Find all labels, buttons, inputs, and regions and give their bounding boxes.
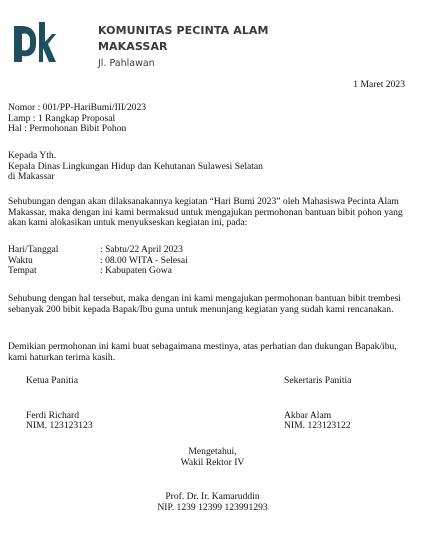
approval-block: [0, 447, 425, 468]
detail-value: : Kabupaten Gowa: [100, 265, 172, 277]
detail-label: Tempat: [8, 265, 37, 277]
detail-value: : 08.00 WITA - Selesai: [100, 254, 188, 266]
letter-number: Nomor : 001/PP-HariBumi/III/2023: [8, 102, 147, 113]
approver-name: Prof. Dr. Ir. Kamaruddin: [165, 491, 260, 502]
organization-header: [98, 23, 269, 72]
detail-label: Hari/Tanggal: [8, 244, 59, 255]
signature-title: Sekertaris Panitia: [284, 375, 352, 386]
org-address: Jl. Pahlawan: [98, 58, 155, 69]
letter-date: 1 Maret 2023: [353, 79, 405, 90]
signature-secretary: [284, 376, 351, 432]
recipient-greeting: Kepada Yth.: [8, 150, 57, 161]
detail-row-date: [8, 245, 188, 256]
signature-id: NIM. 123123123: [26, 420, 93, 432]
letter-meta: [8, 103, 146, 135]
approval-label: Mengetahui,: [188, 446, 237, 457]
signature-title: Ketua Panitia: [26, 375, 78, 386]
body-paragraph-2: Sehubung dengan hal tersebut, maka dengan ini kami mengajukan permohonan bantuan bibit trembesi sebanyak 200 bibit kepada Bapak/Ibu guna untuk menunjang kegiatan yang sudah kami rencanakan.: [8, 293, 401, 315]
signature-chair: [26, 376, 93, 432]
signature-name: Ferdi Richard: [26, 409, 80, 421]
approval-position: Wakil Rektor IV: [180, 456, 245, 468]
body-paragraph-1: Sehubungan dengan akan dilaksanakannya kegiatan “Hari Bumi 2023” oleh Mahasiswa Pecinta Alam Makassar, maka dengan ini kami bermaksud untuk mengajukan permohonan bantuan bibit pohon yang akan kami alokasikan untuk menyukseskan kegiatan ini, pada:: [8, 196, 403, 229]
detail-label: Waktu: [8, 254, 33, 266]
letter-attachment: Lamp : 1 Rangkap Proposal: [8, 112, 116, 124]
org-name-line2: MAKASSAR: [98, 40, 168, 53]
signature-name: Akbar Alam: [284, 409, 332, 421]
letter-subject: Hal : Permohonan Bibit Pohon: [8, 123, 127, 135]
recipient-office: Kepala Dinas Lingkungan Hidup dan Kehutanan Sulawesi Selatan: [8, 160, 263, 172]
approver-id: NIP. 1239 12399 123991293: [157, 501, 268, 513]
signature-id: NIM. 123123122: [284, 420, 351, 432]
approver-block: [0, 492, 425, 513]
detail-row-place: [8, 266, 188, 277]
recipient-block: [8, 151, 263, 183]
event-details: [8, 245, 188, 277]
recipient-location: di Makassar: [8, 171, 55, 183]
pk-logo-icon: [12, 20, 56, 66]
org-name-line1: KOMUNITAS PECINTA ALAM: [98, 24, 269, 37]
detail-value: : Sabtu/22 April 2023: [100, 244, 183, 255]
body-paragraph-3: Demikian permohonan ini kami buat sebagaimana mestinya, atas perhatian dan dukungan Bapak/ibu, kami haturkan terima kasih.: [8, 341, 397, 363]
